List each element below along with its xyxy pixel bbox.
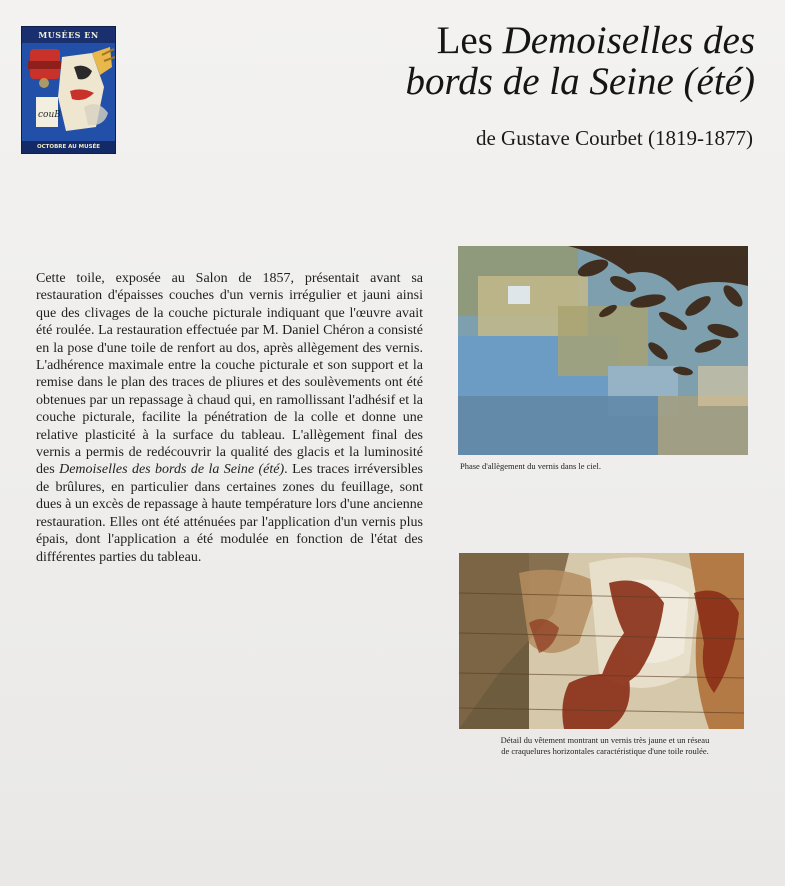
title-italic-line1: Demoiselles des [502, 19, 755, 62]
photo-sky-varnish [458, 246, 748, 455]
photo-garment-detail-image [459, 553, 744, 729]
photo-garment-caption-line1: Détail du vêtement montrant un vernis très jaune et un réseau [500, 735, 710, 745]
photo-sky-varnish-image [458, 246, 748, 455]
poster-top-text: MUSÉES EN [22, 27, 115, 43]
body-paragraph [36, 270, 423, 566]
title-italic-line2: bords de la Seine (été) [405, 60, 755, 103]
museum-poster-logo [22, 27, 115, 153]
body-text-part1: Cette toile, exposée au Salon de 1857, présentait avant sa restauration d'épaisses couches d'un vernis irrégulier et jauni ainsi que des clivages de la couche picturale indiquant que l'œuvre avait été roulée. La restauration effectuée par M. Daniel Chéron a consisté en la pose d'une toile de renfort au dos, après allègement des vernis. L'adhérence maximale entre la couche picturale et son support et la remise dans le plan des traces de pliures et des soulèvements ont été obtenues par un repassage à chaud qui, en ramollissant l'adhésif et la couche picturale, facilite la pénétration de la colle et donne une relative plasticité à la surface du tableau. L'allègement final des vernis a permis de redécouvrir la qualité des glacis et la luminosité des [36, 271, 423, 478]
poster-bottom-text: OCTOBRE AU MUSÉE [22, 141, 115, 153]
photo-garment-detail [459, 553, 744, 729]
page-title [315, 20, 755, 102]
page-subtitle: de Gustave Courbet (1819-1877) [475, 126, 753, 150]
photo-garment-caption-line2: de craquelures horizontales caractéristique d'une toile roulée. [501, 745, 709, 756]
body-text-italic-title: Demoiselles des bords de la Seine (été) [59, 462, 285, 478]
photo-sky-caption: Phase d'allègement du vernis dans le ciel. [460, 461, 602, 471]
photo-garment-caption [460, 735, 750, 756]
title-prefix: Les [436, 19, 503, 62]
body-text-part2: . Les traces irréversibles de brûlures, en particulier dans certaines zones du feuillage, sont dues à un excès de repassage à haute température lors d'une ancienne restauration. Elles ont été atténuées par l'application d'un vernis plus épais, dont l'application a été modulée en fonction de l'état des différentes parties du tableau. [36, 462, 423, 565]
svg-text:couB: couB [38, 110, 61, 120]
poster-artwork [22, 27, 115, 153]
